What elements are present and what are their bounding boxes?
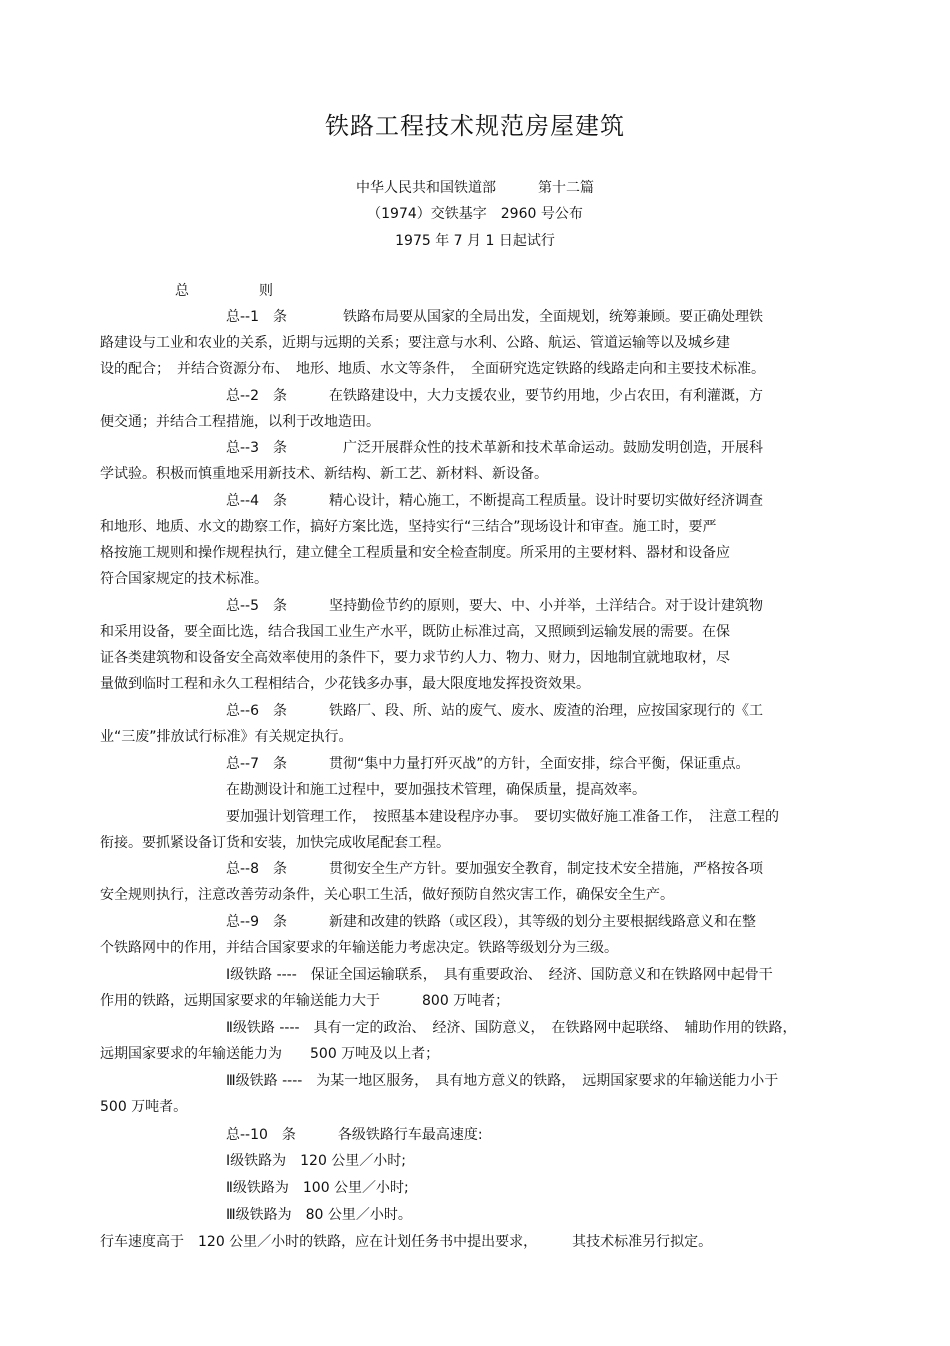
grade-line: Ⅲ级铁路 ---- 为某一地区服务， 具有地方意义的铁路， 远期国家要求的年输送能力小于 — [226, 1073, 779, 1089]
body-line: 和采用设备，要全面比选，结合我国工业生产水平，既防止标准过高，又照顾到运输发展的需要。在保 — [100, 624, 730, 640]
article-line: 总--7 条 贯彻“集中力量打歼灭战”的方针，全面安排，综合平衡，保证重点。 — [226, 756, 750, 772]
body-line: 衔接。要抓紧设备订货和安装，加快完成收尾配套工程。 — [100, 835, 450, 851]
body-line: 和地形、地质、水文的勘察工作，搞好方案比选，坚持实行“三结合”现场设计和审查。施工时，要严 — [100, 519, 717, 535]
body-line: 在勘测设计和施工过程中，要加强技术管理，确保质量，提高效率。 — [226, 782, 646, 798]
speed-line: Ⅱ级铁路为 100 公里／小时; — [226, 1180, 409, 1196]
grade-line: Ⅰ级铁路 ---- 保证全国运输联系， 具有重要政治、 经济、国防意义和在铁路网中起骨干 — [226, 967, 773, 983]
effective-date: 1975 年 7 月 1 日起试行 — [395, 233, 555, 249]
body-line: 要加强计划管理工作， 按照基本建设程序办事。 要切实做好施工准备工作， 注意工程的 — [226, 809, 779, 825]
body-line: 安全规则执行，注意改善劳动条件，关心职工生活，做好预防自然灾害工作，确保安全生产。 — [100, 887, 674, 903]
body-line: 量做到临时工程和永久工程相结合，少花钱多办事，最大限度地发挥投资效果。 — [100, 676, 590, 692]
article-line: 总--1 条 铁路布局要从国家的全局出发，全面规划，统筹兼顾。要正确处理铁 — [226, 309, 764, 325]
article-line: 总--6 条 铁路厂、段、所、站的废气、废水、废渣的治理，应按国家现行的《工 — [226, 703, 764, 719]
body-line: 500 万吨者。 — [100, 1099, 188, 1115]
body-line: 作用的铁路，远期国家要求的年输送能力大于 800 万吨者； — [100, 993, 510, 1009]
document-title: 铁路工程技术规范房屋建筑 — [325, 112, 625, 140]
article-line: 总--8 条 贯彻安全生产方针。要加强安全教育，制定技术安全措施，严格按各项 — [226, 861, 764, 877]
publication-notice: （1974）交铁基字 2960 号公布 — [367, 206, 583, 222]
article-line: 总--10 条 各级铁路行车最高速度: — [226, 1127, 483, 1143]
article-line: 总--9 条 新建和改建的铁路（或区段），其等级的划分主要根据线路意义和在整 — [226, 914, 757, 930]
article-line: 总--2 条 在铁路建设中，大力支援农业，要节约用地，少占农田，有利灌溉，方 — [226, 388, 764, 404]
body-line: 学试验。积极而慎重地采用新技术、新结构、新工艺、新材料、新设备。 — [100, 466, 548, 482]
article-line: 总--4 条 精心设计，精心施工，不断提高工程质量。设计时要切实做好经济调查 — [226, 493, 764, 509]
speed-line: Ⅲ级铁路为 80 公里／小时。 — [226, 1207, 412, 1223]
grade-line: Ⅱ级铁路 ---- 具有一定的政治、 经济、国防意义， 在铁路网中起联络、 辅助作用的铁路， — [226, 1020, 797, 1036]
article-line: 总--3 条 广泛开展群众性的技术革新和技术革命运动。鼓励发明创造，开展科 — [226, 440, 764, 456]
article-line: 总--5 条 坚持勤俭节约的原则，要大、中、小并举，土洋结合。对于设计建筑物 — [226, 598, 764, 614]
body-line: 行车速度高于 120 公里／小时的铁路，应在计划任务书中提出要求， 其技术标准另行拟定。 — [100, 1234, 713, 1250]
body-line: 符合国家规定的技术标准。 — [100, 571, 268, 587]
body-line: 证各类建筑物和设备安全高效率使用的条件下，要力求节约人力、物力、财力，因地制宜就地取材，尽 — [100, 650, 730, 666]
body-line: 个铁路网中的作用，并结合国家要求的年输送能力考虑决定。铁路等级划分为三级。 — [100, 940, 618, 956]
body-line: 设的配合； 并结合资源分布、 地形、地质、水文等条件， 全面研究选定铁路的线路走向和主要技术标准。 — [100, 361, 765, 377]
speed-line: Ⅰ级铁路为 120 公里／小时; — [226, 1153, 407, 1169]
body-line: 远期国家要求的年输送能力为 500 万吨及以上者； — [100, 1046, 440, 1062]
body-line: 格按施工规则和操作规程执行，建立健全工程质量和安全检查制度。所采用的主要材料、器材和设备应 — [100, 545, 730, 561]
issuing-authority: 中华人民共和国铁道部 第十二篇 — [356, 180, 594, 196]
body-line: 路建设与工业和农业的关系，近期与远期的关系；要注意与水利、公路、航运、管道运输等以及城乡建 — [100, 335, 730, 351]
body-line: 业“三废”排放试行标准》有关规定执行。 — [100, 729, 353, 745]
section-heading: 总 则 — [175, 283, 273, 299]
body-line: 便交通；并结合工程措施，以利于改地造田。 — [100, 414, 380, 430]
